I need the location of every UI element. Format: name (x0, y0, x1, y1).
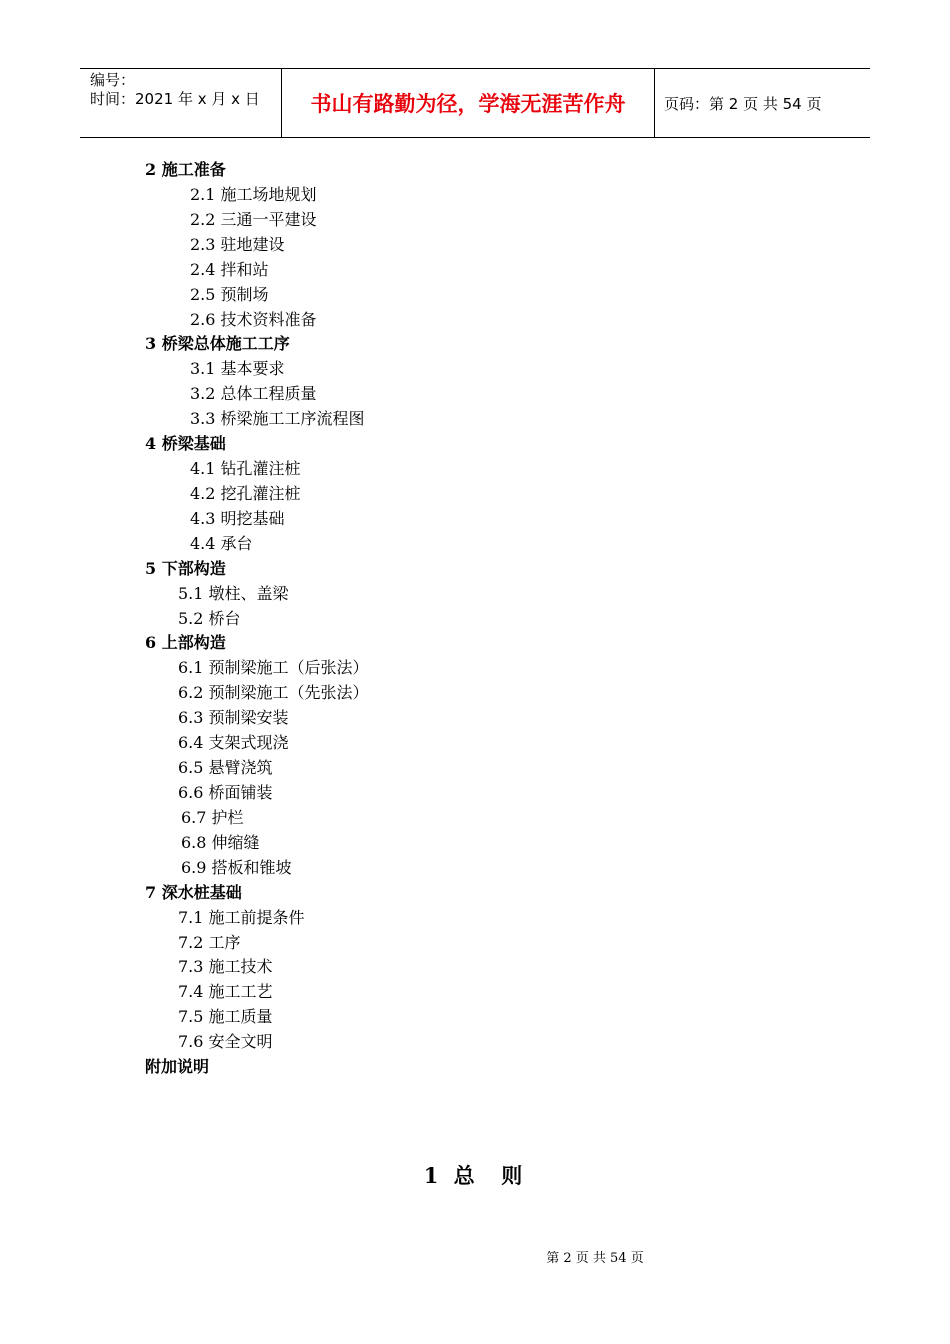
toc-subsection-item: 7.6 安全文明 (178, 1032, 273, 1051)
toc-subsection-item: 6.3 预制梁安装 (178, 708, 289, 727)
toc-subsection-item: 3.2 总体工程质量 (190, 384, 317, 403)
document-number-label: 编号： (90, 71, 136, 89)
toc-subsection-item: 6.4 支架式现浇 (178, 733, 289, 752)
toc-subsection-item: 6.8 伸缩缝 (181, 833, 260, 852)
page-footer: 第 2 页 共 54 页 (546, 1251, 644, 1266)
toc-subsection-item: 4.4 承台 (190, 534, 253, 553)
chapter-title: 1 总 则 (423, 1163, 527, 1188)
toc-subsection-item: 2.4 拌和站 (190, 260, 269, 279)
header-meta (90, 71, 260, 109)
toc-subsection-item: 6.2 预制梁施工（先张法） (178, 683, 369, 702)
toc-subsection-item: 7.2 工序 (178, 933, 241, 952)
toc-subsection-item: 7.4 施工工艺 (178, 982, 273, 1001)
header-motto: 书山有路勤为径，学海无涯苦作舟 (310, 92, 626, 116)
toc-subsection-item: 6.6 桥面铺装 (178, 783, 273, 802)
toc-subsection-item: 2.1 施工场地规划 (190, 185, 317, 204)
toc-section-heading: 6 上部构造 (145, 633, 226, 652)
header-page-info: 页码：第 2 页 共 54 页 (664, 94, 822, 113)
toc-section-heading: 3 桥梁总体施工工序 (145, 334, 290, 353)
toc-subsection-item: 7.1 施工前提条件 (178, 908, 305, 927)
toc-subsection-item: 4.1 钻孔灌注桩 (190, 459, 301, 478)
toc-subsection-item: 6.5 悬臂浇筑 (178, 758, 273, 777)
page-header (80, 68, 870, 138)
toc-subsection-item: 7.5 施工质量 (178, 1007, 273, 1026)
toc-subsection-item: 5.1 墩柱、盖梁 (178, 584, 289, 603)
toc-subsection-item: 2.6 技术资料准备 (190, 310, 317, 329)
toc-subsection-item: 2.2 三通一平建设 (190, 210, 317, 229)
toc-section-heading: 2 施工准备 (145, 160, 226, 179)
toc-subsection-item: 4.3 明挖基础 (190, 509, 285, 528)
header-divider (654, 69, 655, 137)
toc-subsection-item: 2.3 驻地建设 (190, 235, 285, 254)
toc-subsection-item: 4.2 挖孔灌注桩 (190, 484, 301, 503)
toc-subsection-item: 3.1 基本要求 (190, 359, 285, 378)
toc-subsection-item: 6.7 护栏 (181, 808, 244, 827)
toc-section-heading: 4 桥梁基础 (145, 434, 226, 453)
document-time-label: 时间：2021 年 x 月 x 日 (90, 90, 260, 108)
toc-section-heading: 5 下部构造 (145, 559, 226, 578)
toc-section-heading: 7 深水桩基础 (145, 883, 242, 902)
toc-subsection-item: 6.9 搭板和锥坡 (181, 858, 292, 877)
toc-subsection-item: 7.3 施工技术 (178, 957, 273, 976)
toc-subsection-item: 3.3 桥梁施工工序流程图 (190, 409, 365, 428)
toc-section-heading: 附加说明 (145, 1057, 210, 1076)
toc-subsection-item: 6.1 预制梁施工（后张法） (178, 658, 369, 677)
toc-subsection-item: 5.2 桥台 (178, 609, 241, 628)
toc-subsection-item: 2.5 预制场 (190, 285, 269, 304)
